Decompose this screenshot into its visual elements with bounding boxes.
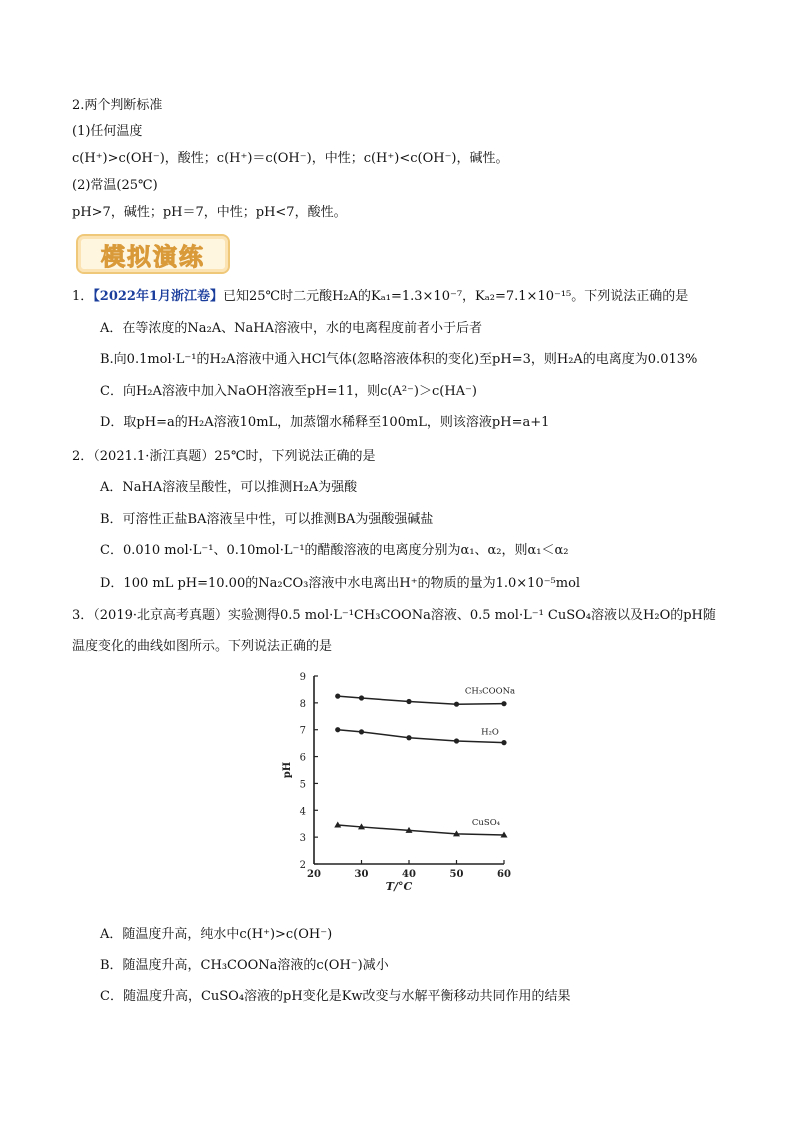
data-point	[359, 695, 364, 700]
y-tick-label: 6	[299, 752, 306, 764]
rule-room-temperature: pH>7，碱性；pH＝7，中性；pH<7，酸性。	[72, 205, 347, 220]
q1-option-d: D．取pH=a的H₂A溶液10mL，加蒸馏水稀释至100mL，则该溶液pH=a+1	[100, 415, 550, 430]
q1-option-a: A．在等浓度的Na₂A、NaHA溶液中，水的电离程度前者小于后者	[100, 321, 482, 336]
q2-option-c: C．0.010 mol·L⁻¹、0.10mol·L⁻¹的醋酸溶液的电离度分别为α₁、α₂，则α₁＜α₂	[100, 543, 569, 558]
question-source: 【2022年1月浙江卷】	[93, 289, 224, 304]
data-point	[335, 727, 340, 732]
practice-banner-label: 模拟演练	[101, 242, 205, 271]
y-tick-label: 3	[299, 833, 306, 845]
question-stem: （2021.1·浙江真题）25℃时，下列说法正确的是	[93, 449, 376, 464]
y-tick-label: 7	[299, 725, 306, 737]
data-point	[501, 740, 506, 745]
data-point	[335, 694, 340, 699]
question-number: 1．	[72, 289, 94, 304]
y-tick-label: 9	[299, 672, 306, 683]
practice-banner	[76, 234, 230, 274]
y-tick-label: 5	[299, 779, 306, 791]
q2-option-b: B．可溶性正盐BA溶液呈中性，可以推测BA为强酸强碱盐	[100, 512, 434, 527]
ph-temperature-chart	[280, 668, 520, 893]
x-tick-label: 60	[497, 869, 511, 880]
series-label: CuSO₄	[471, 817, 501, 828]
data-point	[454, 738, 459, 743]
question-3	[72, 607, 716, 625]
q1-option-c: C．向H₂A溶液中加入NaOH溶液至pH=11，则c(A²⁻)＞c(HA⁻)	[100, 384, 477, 399]
x-axis-label: T/°C	[385, 880, 413, 893]
question-stem: （2019·北京高考真题）实验测得0.5 mol·L⁻¹CH₃COONa溶液、0.5 mol·L⁻¹ CuSO₄溶液以及H₂O的pH随	[93, 608, 716, 623]
series-label: CH₃COONa	[464, 686, 516, 697]
sub-heading-room-temperature: (2)常温(25℃)	[72, 178, 158, 193]
data-point	[406, 735, 411, 740]
section-heading: 2.两个判断标准	[72, 98, 163, 113]
x-tick-label: 30	[354, 869, 369, 880]
q2-option-d: D．100 mL pH=10.00的Na₂CO₃溶液中水电离出H⁺的物质的量为1.0×10⁻⁵mol	[100, 576, 581, 591]
question-1	[72, 288, 688, 306]
y-tick-label: 4	[299, 806, 306, 818]
series-label: H₂O	[481, 727, 499, 738]
question-3-stem-continued: 温度变化的曲线如图所示。下列说法正确的是	[72, 639, 333, 654]
data-point	[406, 699, 411, 704]
x-tick-label: 40	[402, 869, 416, 880]
q1-option-b: B.向0.1mol·L⁻¹的H₂A溶液中通入HCl气体(忽略溶液体积的变化)至pH=3，则H₂A的电离度为0.013%	[100, 352, 698, 367]
question-number: 3．	[72, 608, 94, 623]
y-axis-label: pH	[282, 761, 293, 779]
question-stem: 已知25℃时二元酸H₂A的Kₐ₁=1.3×10⁻⁷，Kₐ₂=7.1×10⁻¹⁵。下列说法正确的是	[223, 289, 689, 304]
x-tick-label: 50	[449, 869, 464, 880]
data-point	[454, 702, 459, 707]
rule-any-temperature: c(H⁺)>c(OH⁻)，酸性；c(H⁺)＝c(OH⁻)，中性；c(H⁺)<c(OH⁻)，碱性。	[72, 151, 509, 166]
question-2	[72, 448, 376, 466]
q3-option-b: B．随温度升高，CH₃COONa溶液的c(OH⁻)减小	[100, 958, 389, 973]
q2-option-a: A．NaHA溶液呈酸性，可以推测H₂A为强酸	[100, 480, 358, 495]
x-tick-label: 20	[307, 869, 321, 880]
q3-option-c: C．随温度升高，CuSO₄溶液的pH变化是Kw改变与水解平衡移动共同作用的结果	[100, 989, 571, 1004]
q3-option-a: A．随温度升高，纯水中c(H⁺)>c(OH⁻)	[100, 927, 333, 942]
question-number: 2．	[72, 449, 94, 464]
sub-heading-any-temperature: (1)任何温度	[72, 124, 143, 139]
data-point	[359, 729, 364, 734]
data-point	[501, 701, 506, 706]
y-tick-label: 2	[299, 860, 306, 871]
y-tick-label: 8	[299, 698, 306, 710]
